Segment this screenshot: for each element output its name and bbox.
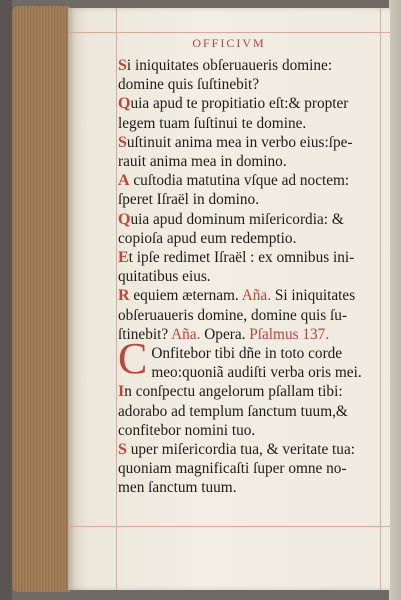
text-line: A cuſtodia matutina vſque ad noctem: — [118, 172, 350, 190]
text-line: ſperet Iſraël in domino. — [118, 191, 260, 209]
text-line: Quia apud dominum miſericordia: & — [118, 210, 344, 228]
text-line: copioſa apud eum redemptio. — [118, 229, 297, 247]
text-line: meo:quoniã audiſti verba oris mei. — [151, 364, 362, 382]
page-edges — [12, 6, 70, 592]
text-line: rauit anima mea in domino. — [118, 153, 287, 171]
text-line: In conſpectu angelorum pſallam tibi: — [118, 383, 343, 401]
psalm-text — [118, 56, 390, 498]
facing-page-edge — [389, 0, 401, 600]
text-line: Et ipſe redimet Iſraël : ex omnibus ini- — [118, 249, 355, 267]
text-line: domine quis ſuſtinebit? — [118, 76, 260, 94]
text-line: Si iniquitates obſeruaueris domine: — [118, 57, 333, 74]
text-line: S uper miſericordia tua, & veritate tua: — [118, 441, 355, 459]
text-line: R equiem æternam. Aña. Si iniquitates — [118, 287, 356, 305]
book-page — [68, 8, 390, 590]
text-line: ſtinebit? Aña. Opera. Pſalmus 137. — [118, 325, 330, 343]
text-line: legem tuam ſuſtinui te domine. — [118, 114, 307, 132]
header-rule — [68, 32, 390, 33]
text-line: quitatibus eius. — [118, 268, 211, 286]
running-header: OFFICIVM — [192, 36, 266, 50]
text-line: Quia apud te propitiatio eſt:& propter — [118, 95, 349, 113]
text-line: quoniam magnificaſti ſuper omne no- — [118, 460, 347, 478]
text-line: confitebor nomini tuo. — [118, 421, 256, 439]
background — [0, 0, 12, 600]
text-line: Suſtinuit anima mea in verbo eius:ſpe- — [118, 133, 353, 151]
drop-cap: C — [118, 334, 148, 384]
text-line: men ſanctum tuum. — [118, 479, 237, 497]
text-line: adorabo ad templum ſanctum tuum,& — [118, 402, 348, 420]
footer-rule — [68, 526, 390, 527]
margin-rule-left — [116, 8, 117, 590]
text-line: C Onfitebor tibi dñe in toto corde — [118, 334, 343, 384]
text-line: obſeruaueris domine, domine quis ſu- — [118, 306, 347, 324]
